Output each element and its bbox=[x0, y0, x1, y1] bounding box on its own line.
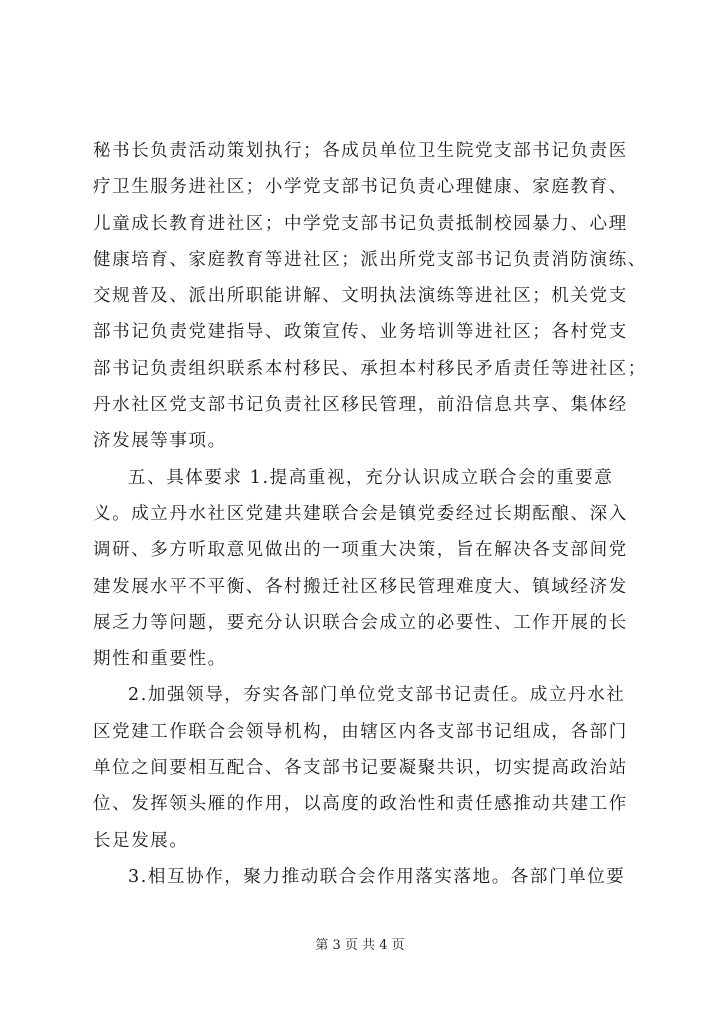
text-line: 位、发挥领头雁的作用，以高度的政治性和责任感推动共建工作 bbox=[93, 794, 628, 815]
text-line: 长足发展。 bbox=[93, 830, 189, 851]
paragraph-specific-requirements bbox=[93, 460, 633, 678]
text-line: 调研、多方听取意见做出的一项重大决策，旨在解决各支部间党 bbox=[93, 540, 628, 561]
text-line: 秘书长负责活动策划执行；各成员单位卫生院党支部书记负责医 bbox=[93, 141, 628, 161]
text-line: 丹水社区党支部书记负责社区移民管理，前沿信息共享、集体经 bbox=[93, 395, 628, 416]
paragraph-strengthen-leadership bbox=[93, 677, 633, 858]
text-line: 五、具体要求 1.提高重视，充分认识成立联合会的重要意 bbox=[128, 467, 614, 488]
document-body bbox=[93, 133, 647, 895]
text-line: 部书记负责党建指导、政策宣传、业务培训等进社区；各村党支 bbox=[93, 322, 628, 343]
text-line: 济发展等事项。 bbox=[93, 431, 227, 452]
text-line: 期性和重要性。 bbox=[93, 649, 227, 670]
text-line: 健康培育、家庭教育等进社区；派出所党支部书记负责消防演练、 bbox=[93, 249, 647, 270]
text-line: 区党建工作联合会领导机构，由辖区内各支部书记组成，各部门 bbox=[93, 721, 628, 742]
text-line: 部书记负责组织联系本村移民、承担本村移民矛盾责任等进社区； bbox=[93, 358, 647, 379]
paragraph-mutual-cooperation bbox=[93, 859, 633, 895]
text-line: 建发展水平不平衡、各村搬迁社区移民管理难度大、镇域经济发 bbox=[93, 576, 628, 597]
paragraph-responsibilities bbox=[93, 133, 647, 460]
text-line: 2.加强领导，夯实各部门单位党支部书记责任。成立丹水社 bbox=[128, 685, 626, 706]
text-line: 疗卫生服务进社区；小学党支部书记负责心理健康、家庭教育、 bbox=[93, 177, 628, 198]
text-line: 儿童成长教育进社区；中学党支部书记负责抵制校园暴力、心理 bbox=[93, 213, 628, 234]
text-line: 交规普及、派出所职能讲解、文明执法演练等进社区；机关党支 bbox=[93, 286, 628, 307]
text-line: 3.相互协作，聚力推动联合会作用落实落地。各部门单位要 bbox=[128, 866, 626, 887]
text-line: 单位之间要相互配合、各支部书记要凝聚共识，切实提高政治站 bbox=[93, 758, 628, 779]
text-line: 展乏力等问题，要充分认识联合会成立的必要性、工作开展的长 bbox=[93, 612, 628, 633]
page-footer: 第 3 页 共 4 页 bbox=[315, 938, 405, 953]
text-line: 义。成立丹水社区党建共建联合会是镇党委经过长期酝酿、深入 bbox=[93, 503, 628, 524]
